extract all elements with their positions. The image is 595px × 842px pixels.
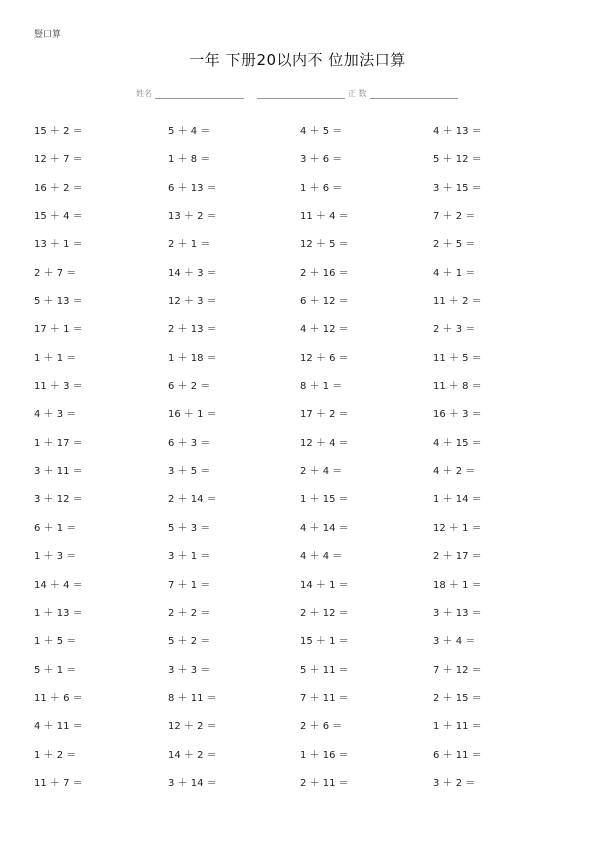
problem-row xyxy=(0,519,595,547)
problem-row xyxy=(0,349,595,377)
problem-item: 16 ＋ 2 ＝ xyxy=(34,182,83,194)
problem-row xyxy=(0,490,595,518)
problem-item: 14 ＋ 4 ＝ xyxy=(34,579,83,591)
problem-item: 2 ＋ 12 ＝ xyxy=(300,607,349,619)
problem-item: 2 ＋ 2 ＝ xyxy=(168,607,211,619)
problem-item: 3 ＋ 4 ＝ xyxy=(433,636,476,648)
problem-grid xyxy=(0,122,595,802)
problem-item: 12 ＋ 4 ＝ xyxy=(300,437,349,449)
problem-item: 1 ＋ 8 ＝ xyxy=(168,154,211,166)
problem-item: 4 ＋ 14 ＝ xyxy=(300,522,349,534)
name-blank[interactable] xyxy=(155,89,244,99)
page-title: 一年 下册20以内不 位加法口算 xyxy=(189,51,406,69)
problem-item: 13 ＋ 1 ＝ xyxy=(34,239,83,251)
name-field xyxy=(136,88,244,99)
problem-item: 7 ＋ 2 ＝ xyxy=(433,211,476,223)
problem-item: 5 ＋ 12 ＝ xyxy=(433,154,482,166)
problem-item: 3 ＋ 15 ＝ xyxy=(433,182,482,194)
problem-item: 3 ＋ 1 ＝ xyxy=(168,551,211,563)
problem-item: 2 ＋ 13 ＝ xyxy=(168,324,217,336)
problem-row xyxy=(0,207,595,235)
problem-item: 4 ＋ 3 ＝ xyxy=(34,409,77,421)
problem-item: 3 ＋ 2 ＝ xyxy=(433,777,476,789)
problem-item: 1 ＋ 18 ＝ xyxy=(168,352,217,364)
problem-item: 7 ＋ 11 ＝ xyxy=(300,692,349,704)
problem-item: 16 ＋ 1 ＝ xyxy=(168,409,217,421)
correct-field xyxy=(257,88,458,99)
problem-item: 18 ＋ 1 ＝ xyxy=(433,579,482,591)
problem-item: 1 ＋ 1 ＝ xyxy=(34,352,77,364)
problem-item: 6 ＋ 11 ＝ xyxy=(433,749,482,761)
problem-item: 4 ＋ 13 ＝ xyxy=(433,126,482,137)
correct-blank-left[interactable] xyxy=(257,89,345,99)
problem-item: 6 ＋ 13 ＝ xyxy=(168,182,217,194)
problem-row xyxy=(0,661,595,689)
problem-item: 11 ＋ 8 ＝ xyxy=(433,381,482,393)
problem-item: 2 ＋ 1 ＝ xyxy=(168,239,211,251)
problem-item: 12 ＋ 3 ＝ xyxy=(168,296,217,308)
problem-item: 12 ＋ 6 ＝ xyxy=(300,352,349,364)
problem-item: 2 ＋ 3 ＝ xyxy=(433,324,476,336)
problem-item: 6 ＋ 12 ＝ xyxy=(300,296,349,308)
problem-item: 13 ＋ 2 ＝ xyxy=(168,211,217,223)
problem-item: 1 ＋ 5 ＝ xyxy=(34,636,77,648)
problem-item: 2 ＋ 7 ＝ xyxy=(34,267,77,279)
problem-item: 4 ＋ 2 ＝ xyxy=(433,466,476,478)
problem-item: 1 ＋ 17 ＝ xyxy=(34,437,83,449)
problem-item: 12 ＋ 7 ＝ xyxy=(34,154,83,166)
problem-row xyxy=(0,377,595,405)
problem-item: 4 ＋ 1 ＝ xyxy=(433,267,476,279)
problem-item: 4 ＋ 4 ＝ xyxy=(300,551,343,563)
problem-item: 15 ＋ 4 ＝ xyxy=(34,211,83,223)
name-label: 姓名 xyxy=(136,89,152,98)
problem-item: 1 ＋ 13 ＝ xyxy=(34,607,83,619)
problem-item: 12 ＋ 5 ＝ xyxy=(300,239,349,251)
problem-item: 16 ＋ 3 ＝ xyxy=(433,409,482,421)
problem-item: 14 ＋ 3 ＝ xyxy=(168,267,217,279)
problem-item: 11 ＋ 2 ＝ xyxy=(433,296,482,308)
problem-item: 3 ＋ 11 ＝ xyxy=(34,466,83,478)
problem-item: 5 ＋ 4 ＝ xyxy=(168,126,211,137)
problem-item: 1 ＋ 3 ＝ xyxy=(34,551,77,563)
problem-item: 4 ＋ 11 ＝ xyxy=(34,721,83,733)
problem-item: 7 ＋ 12 ＝ xyxy=(433,664,482,676)
problem-item: 5 ＋ 11 ＝ xyxy=(300,664,349,676)
problem-row xyxy=(0,434,595,462)
problem-item: 14 ＋ 2 ＝ xyxy=(168,749,217,761)
problem-row xyxy=(0,604,595,632)
problem-item: 6 ＋ 1 ＝ xyxy=(34,522,77,534)
problem-row xyxy=(0,235,595,263)
problem-item: 5 ＋ 2 ＝ xyxy=(168,636,211,648)
problem-item: 17 ＋ 2 ＝ xyxy=(300,409,349,421)
problem-item: 1 ＋ 15 ＝ xyxy=(300,494,349,506)
header-label: 豎口算 xyxy=(34,30,62,40)
problem-row xyxy=(0,320,595,348)
problem-item: 2 ＋ 5 ＝ xyxy=(433,239,476,251)
problem-item: 2 ＋ 11 ＝ xyxy=(300,777,349,789)
problem-item: 11 ＋ 3 ＝ xyxy=(34,381,83,393)
problem-row xyxy=(0,292,595,320)
correct-label: 正 数 xyxy=(348,89,367,98)
problem-item: 8 ＋ 1 ＝ xyxy=(300,381,343,393)
problem-item: 5 ＋ 1 ＝ xyxy=(34,664,77,676)
problem-row xyxy=(0,122,595,150)
problem-item: 4 ＋ 12 ＝ xyxy=(300,324,349,336)
problem-item: 4 ＋ 5 ＝ xyxy=(300,126,343,137)
problem-item: 17 ＋ 1 ＝ xyxy=(34,324,83,336)
problem-row xyxy=(0,264,595,292)
problem-item: 3 ＋ 14 ＝ xyxy=(168,777,217,789)
problem-row xyxy=(0,576,595,604)
problem-item: 1 ＋ 6 ＝ xyxy=(300,182,343,194)
problem-item: 1 ＋ 14 ＝ xyxy=(433,494,482,506)
problem-item: 3 ＋ 13 ＝ xyxy=(433,607,482,619)
problem-item: 2 ＋ 4 ＝ xyxy=(300,466,343,478)
problem-item: 2 ＋ 17 ＝ xyxy=(433,551,482,563)
problem-row xyxy=(0,632,595,660)
problem-item: 6 ＋ 2 ＝ xyxy=(168,381,211,393)
problem-item: 3 ＋ 12 ＝ xyxy=(34,494,83,506)
problem-item: 11 ＋ 7 ＝ xyxy=(34,777,83,789)
problem-item: 7 ＋ 1 ＝ xyxy=(168,579,211,591)
problem-row xyxy=(0,462,595,490)
problem-item: 15 ＋ 2 ＝ xyxy=(34,126,83,137)
problem-row xyxy=(0,717,595,745)
problem-row xyxy=(0,774,595,802)
problem-item: 2 ＋ 14 ＝ xyxy=(168,494,217,506)
problem-item: 2 ＋ 6 ＝ xyxy=(300,721,343,733)
problem-item: 6 ＋ 3 ＝ xyxy=(168,437,211,449)
problem-item: 8 ＋ 11 ＝ xyxy=(168,692,217,704)
problem-item: 14 ＋ 1 ＝ xyxy=(300,579,349,591)
problem-row xyxy=(0,150,595,178)
problem-row xyxy=(0,689,595,717)
problem-item: 1 ＋ 16 ＝ xyxy=(300,749,349,761)
problem-item: 1 ＋ 11 ＝ xyxy=(433,721,482,733)
problem-item: 5 ＋ 3 ＝ xyxy=(168,522,211,534)
problem-item: 11 ＋ 4 ＝ xyxy=(300,211,349,223)
correct-blank[interactable] xyxy=(370,89,458,99)
problem-item: 11 ＋ 5 ＝ xyxy=(433,352,482,364)
problem-item: 12 ＋ 2 ＝ xyxy=(168,721,217,733)
problem-item: 2 ＋ 15 ＝ xyxy=(433,692,482,704)
problem-row xyxy=(0,405,595,433)
problem-item: 3 ＋ 6 ＝ xyxy=(300,154,343,166)
problem-row xyxy=(0,179,595,207)
problem-item: 2 ＋ 16 ＝ xyxy=(300,267,349,279)
problem-item: 11 ＋ 6 ＝ xyxy=(34,692,83,704)
problem-item: 3 ＋ 5 ＝ xyxy=(168,466,211,478)
problem-item: 4 ＋ 15 ＝ xyxy=(433,437,482,449)
problem-row xyxy=(0,746,595,774)
problem-item: 5 ＋ 13 ＝ xyxy=(34,296,83,308)
problem-row xyxy=(0,547,595,575)
info-row xyxy=(0,88,595,100)
problem-item: 12 ＋ 1 ＝ xyxy=(433,522,482,534)
problem-item: 3 ＋ 3 ＝ xyxy=(168,664,211,676)
problem-item: 1 ＋ 2 ＝ xyxy=(34,749,77,761)
problem-item: 15 ＋ 1 ＝ xyxy=(300,636,349,648)
